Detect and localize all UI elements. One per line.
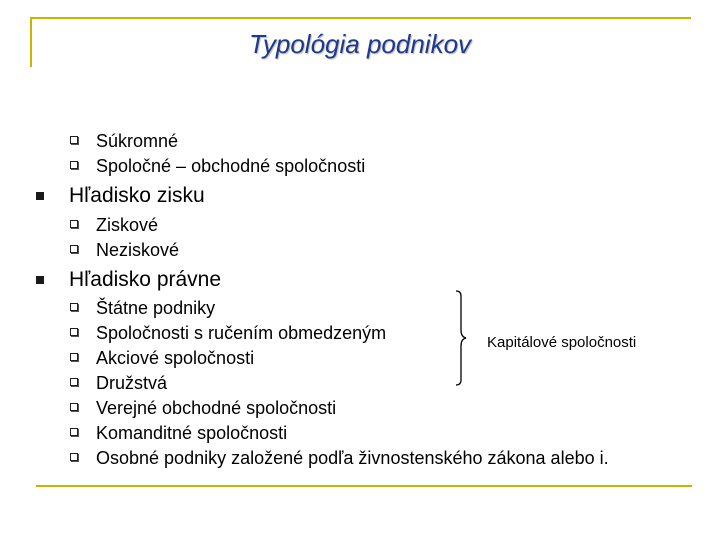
list-item-text: Družstvá — [96, 373, 168, 393]
hollow-square-bullet-icon — [70, 428, 78, 436]
list-item-text: Osobné podniky založené podľa živnostenského zákona alebo i. — [96, 448, 609, 468]
hollow-square-bullet-icon — [70, 245, 78, 253]
list-item-text: Súkromné — [96, 131, 179, 151]
slide-title: Typológia podnikov — [248, 29, 472, 59]
list-item-text: Akciové spoločnosti — [96, 348, 255, 368]
hollow-square-bullet-icon — [70, 328, 78, 336]
list-item-text: Štátne podniky — [96, 298, 216, 318]
filled-square-bullet-icon — [36, 276, 44, 284]
list-item-text: Komanditné spoločnosti — [96, 423, 288, 443]
hollow-square-bullet-icon — [70, 220, 78, 228]
section-heading-text: Hľadisko zisku — [69, 184, 205, 207]
hollow-square-bullet-icon — [70, 303, 78, 311]
section-heading-text: Hľadisko právne — [69, 268, 222, 291]
right-brace-icon — [455, 290, 467, 386]
frame-bottom-line — [36, 485, 692, 487]
list-item-text: Spoločné – obchodné spoločnosti — [96, 156, 366, 176]
hollow-square-bullet-icon — [70, 353, 78, 361]
list-item-text: Ziskové — [96, 215, 159, 235]
hollow-square-bullet-icon — [70, 378, 78, 386]
frame-top-line — [30, 17, 691, 19]
brace-label: Kapitálové spoločnosti — [487, 334, 637, 351]
list-item-text: Neziskové — [96, 240, 180, 260]
hollow-square-bullet-icon — [70, 403, 78, 411]
hollow-square-bullet-icon — [70, 453, 78, 461]
list-item-text: Verejné obchodné spoločnosti — [96, 398, 337, 418]
filled-square-bullet-icon — [36, 192, 44, 200]
hollow-square-bullet-icon — [70, 161, 78, 169]
list-item-text: Spoločnosti s ručením obmedzeným — [96, 323, 387, 343]
hollow-square-bullet-icon — [70, 136, 78, 144]
